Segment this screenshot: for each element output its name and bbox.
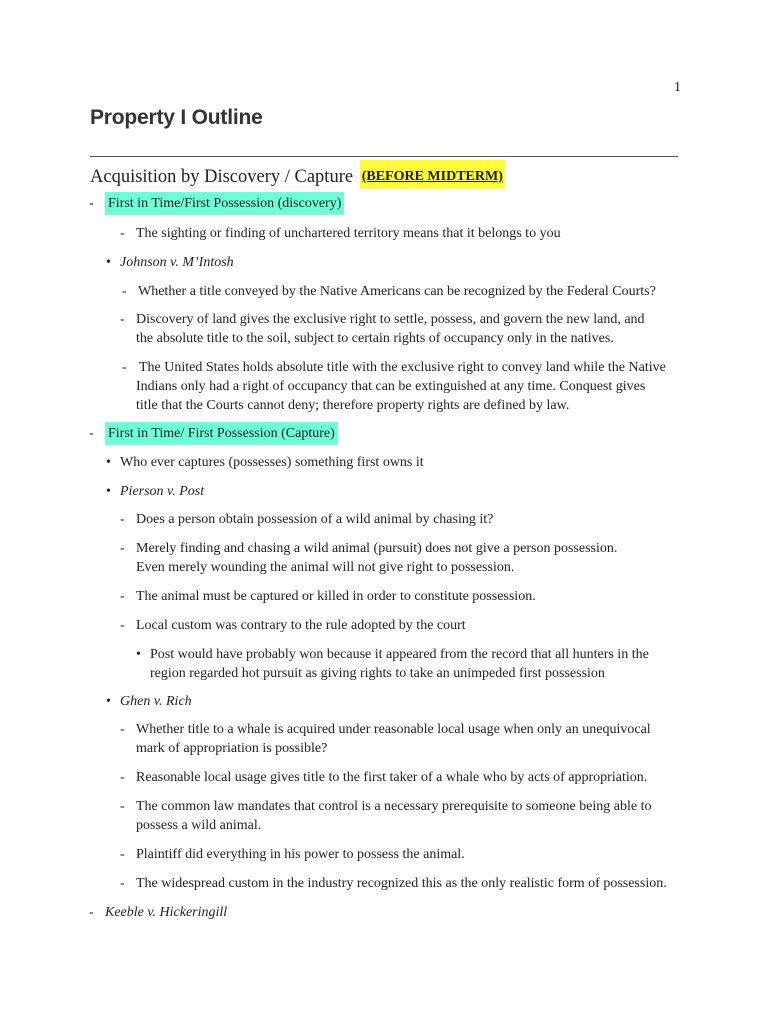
pierson-point-1: Does a person obtain possession of a wild animal by chasing it? (136, 512, 494, 527)
page-number: 1 (674, 80, 681, 95)
bullet-marker: • (106, 484, 111, 499)
dash-marker: - (120, 226, 125, 241)
dash-marker: - (120, 770, 125, 785)
dash-marker: - (120, 618, 125, 633)
discovery-point: The sighting or finding of unchartered territory means that it belongs to you (136, 226, 561, 241)
section-heading (90, 160, 505, 189)
ghen-point-2: Reasonable local usage gives title to the first taker of a whale who by acts of appropriation. (136, 770, 648, 785)
ghen-point-4: Plaintiff did everything in his power to possess the animal. (136, 847, 465, 862)
dash-marker: - (120, 589, 125, 604)
pierson-point-2: Merely finding and chasing a wild animal (pursuit) does not give a person possession. Even merely wounding the animal will not give right to possession. (136, 541, 618, 575)
dash-marker: - (89, 196, 94, 211)
capture-label (105, 424, 338, 443)
capture-rule: Who ever captures (possesses) something first owns it (120, 455, 424, 470)
johnson-point-1: Whether a title conveyed by the Native Americans can be recognized by the Federal Courts? (138, 284, 656, 299)
bullet-marker: • (106, 455, 111, 470)
bullet-marker: • (136, 647, 141, 662)
johnson-point-2: Discovery of land gives the exclusive right to settle, possess, and govern the new land, and the absolute title to the soil, subject to certain rights of occupancy only in the natives. (136, 312, 645, 346)
pierson-point-3: The animal must be captured or killed in order to constitute possession. (136, 589, 536, 604)
section-heading-text: Acquisition by Discovery / Capture (90, 167, 354, 187)
dash-marker: - (120, 312, 125, 327)
bullet-marker: • (106, 694, 111, 709)
johnson-point-3: The United States holds absolute title with the exclusive right to convey land while the Native Indians only had a right of occupancy that can be extinguished at any time. Conquest gives title that the Courts cannot deny; therefore property rights are defined by law. (136, 360, 666, 413)
dash-marker: - (89, 426, 94, 441)
before-midterm-tag: (BEFORE MIDTERM) (360, 160, 505, 189)
dash-marker: - (120, 722, 125, 737)
heading-rule (90, 156, 678, 157)
ghen-point-5: The widespread custom in the industry recognized this as the only realistic form of possession. (136, 876, 667, 891)
discovery-label (105, 194, 344, 213)
dash-marker: - (122, 360, 127, 375)
page-title: Property I Outline (90, 106, 263, 129)
ghen-point-3: The common law mandates that control is a necessary prerequisite to someone being able to possess a wild animal. (136, 799, 652, 833)
case-johnson: Johnson v. M’Intosh (120, 255, 234, 270)
dash-marker: - (122, 284, 127, 299)
ghen-point-1: Whether title to a whale is acquired under reasonable local usage when only an unequivocal mark of appropriation is possible? (136, 722, 651, 756)
dash-marker: - (120, 799, 125, 814)
dash-marker: - (120, 512, 125, 527)
case-keeble: Keeble v. Hickeringill (105, 905, 228, 920)
dash-marker: - (120, 847, 125, 862)
discovery-label-text: First in Time/First Possession (discovery) (105, 192, 344, 215)
pierson-subpoint: Post would have probably won because it appeared from the record that all hunters in the region regarded hot pursuit as giving rights to take an unimpeded first possession (150, 647, 649, 681)
dash-marker: - (89, 905, 94, 920)
capture-label-text: First in Time/ First Possession (Capture) (105, 422, 338, 445)
bullet-marker: • (106, 255, 111, 270)
case-pierson: Pierson v. Post (120, 484, 205, 499)
pierson-point-4: Local custom was contrary to the rule adopted by the court (136, 618, 466, 633)
case-ghen: Ghen v. Rich (120, 694, 192, 709)
dash-marker: - (120, 541, 125, 556)
dash-marker: - (120, 876, 125, 891)
